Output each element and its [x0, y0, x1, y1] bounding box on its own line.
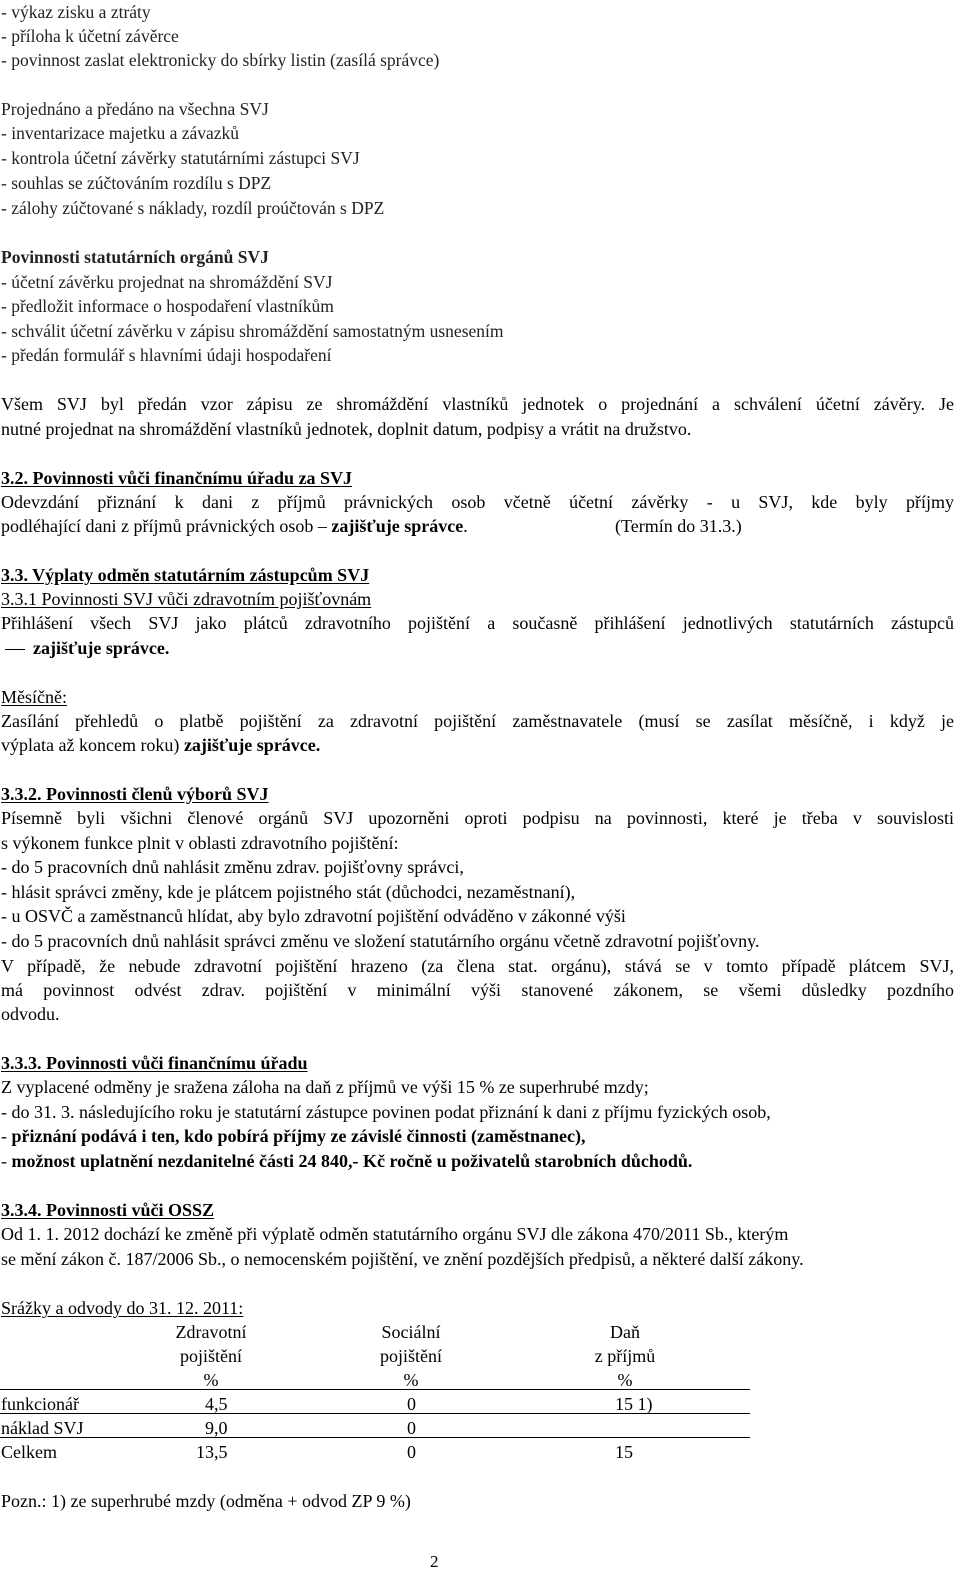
table-cell: 15 1): [615, 1394, 653, 1414]
page-number: 2: [430, 1552, 439, 1571]
text-span: -: [1, 1126, 12, 1146]
text-span-bold: zajišťuje správce.: [183, 735, 321, 755]
list-item: - příloha k účetní závěrce: [1, 26, 179, 46]
list-item: - předán formulář s hlavními údaji hospodaření: [1, 345, 332, 365]
paragraph-line: Všem SVJ byl předán vzor zápisu ze shromáždění vlastníků jednotek o projednání a schválení účetní závěry. Je: [1, 394, 954, 414]
list-item: - do 31. 3. následujícího roku je statutární zástupce povinen podat přiznání k dani z příjmu fyzických osob,: [1, 1102, 771, 1122]
text-span-bold: přiznání podává i ten, kdo pobírá příjmy ze závislé činnosti (zaměstnanec),: [11, 1126, 586, 1146]
list-item: [1, 1124, 586, 1149]
list-item: - povinnost zaslat elektronicky do sbírky listin (zasílá správce): [1, 50, 440, 70]
list-item: - do 5 pracovních dnů nahlásit správci změnu ve složení statutárního orgánu včetně zdravotní pojišťovny.: [1, 931, 760, 951]
text-span: podléhající dani z příjmů právnických osob –: [1, 516, 332, 536]
column-header: Sociální: [381, 1322, 441, 1342]
paragraph-line: se mění zákon č. 187/2006 Sb., o nemocenském pojištění, ve znění pozdějších předpisů, a některé další zákony.: [1, 1249, 804, 1269]
section-heading: 3.2. Povinnosti vůči finančnímu úřadu za SVJ: [1, 468, 353, 488]
list-item: - u OSVČ a zaměstnanců hlídat, aby bylo zdravotní pojištění odváděno v zákonné výši: [1, 906, 626, 926]
table-cell: 13,5: [196, 1442, 228, 1462]
list-item: - předložit informace o hospodaření vlastníkům: [1, 296, 334, 316]
list-item: - schválit účetní závěrku v zápisu shromáždění samostatným usnesením: [1, 321, 504, 341]
list-item: - účetní závěrku projednat na shromáždění SVJ: [1, 272, 333, 292]
paragraph-line: Zasílání přehledů o platbě pojištění za zdravotní pojištění zaměstnavatele (musí se zasílat měsíčně, i když je: [1, 711, 954, 731]
paragraph-line: nutné projednat na shromáždění vlastníků jednotek, doplnit datum, podpisy a vrátit na družstvo.: [1, 419, 692, 439]
list-item: - zálohy zúčtované s náklady, rozdíl proúčtován s DPZ: [1, 198, 385, 218]
table-cell: 9,0: [205, 1418, 228, 1438]
text-span: -: [1, 1151, 12, 1171]
column-header: z příjmů: [594, 1346, 656, 1366]
column-header: pojištění: [380, 1346, 442, 1366]
paragraph-line: [1, 733, 320, 758]
table-cell: 0: [407, 1418, 416, 1438]
footnote: Pozn.: 1) ze superhrubé mzdy (odměna + odvod ZP 9 %): [1, 1491, 411, 1511]
section-heading: 3.3.3. Povinnosti vůči finančnímu úřadu: [1, 1053, 308, 1073]
section-heading: 3.3.2. Povinnosti členů výborů SVJ: [1, 784, 269, 804]
column-header: %: [403, 1370, 419, 1390]
column-header: %: [203, 1370, 219, 1390]
paragraph-line: Z vyplacené odměny je sražena záloha na daň z příjmů ve výši 15 % ze superhrubé mzdy;: [1, 1077, 649, 1097]
column-header: Zdravotní: [175, 1322, 247, 1342]
table-rule: [0, 1413, 750, 1414]
paragraph-line: Od 1. 1. 2012 dochází ke změně při výplatě odměn statutárního orgánu SVJ dle zákona 470/2011 Sb., kterým: [1, 1224, 789, 1244]
paragraph-line: Přihlášení všech SVJ jako plátců zdravotního pojištění a současně přihlášení jednotlivých statutárních zástupců: [1, 613, 954, 633]
column-header: Daň: [610, 1322, 640, 1342]
list-item: [1, 1149, 692, 1174]
section-heading: 3.3.4. Povinnosti vůči OSSZ: [1, 1200, 215, 1220]
label: Měsíčně:: [1, 687, 67, 707]
list-item: - do 5 pracovních dnů nahlásit změnu zdrav. pojišťovny správci,: [1, 857, 464, 877]
table-title: Srážky a odvody do 31. 12. 2011:: [1, 1298, 244, 1318]
section-heading: 3.3. Výplaty odměn statutárním zástupcům SVJ: [1, 565, 370, 585]
table-row-label: náklad SVJ: [1, 1418, 84, 1438]
paragraph-line: má povinnost odvést zdrav. pojištění v minimální výši stanovené zákonem, se všemi důsledky pozdního: [1, 980, 954, 1000]
paragraph-line: V případě, že nebude zdravotní pojištění hrazeno (za člena stat. orgánu), stává se v tomto případě plátcem SVJ,: [1, 956, 954, 976]
column-header: %: [617, 1370, 633, 1390]
table-cell: 15: [615, 1442, 633, 1462]
paragraph-line: odvodu.: [1, 1004, 60, 1024]
text-span: .: [463, 516, 468, 536]
section-title: Projednáno a předáno na všechna SVJ: [1, 99, 269, 119]
table-cell: 4,5: [205, 1394, 228, 1414]
text-span-bold: zajišťuje správce.: [33, 638, 170, 658]
table-row-label: Celkem: [1, 1442, 57, 1462]
paragraph-line: [1, 636, 169, 661]
paragraph-line: [1, 514, 468, 539]
section-title: Povinnosti statutárních orgánů SVJ: [1, 247, 269, 267]
paragraph-line: Odevzdání přiznání k dani z příjmů právnických osob včetně účetní závěrky - u SVJ, kde byly příjmy: [1, 492, 954, 512]
column-header: pojištění: [180, 1346, 242, 1366]
list-item: - inventarizace majetku a závazků: [1, 123, 240, 143]
table-cell: 0: [407, 1394, 416, 1414]
list-item: - výkaz zisku a ztráty: [1, 2, 151, 22]
table-rule: [0, 1389, 750, 1390]
list-item: - kontrola účetní závěrky statutárními zástupci SVJ: [1, 148, 360, 168]
table-cell: 0: [407, 1442, 416, 1462]
dash-rule: [5, 649, 25, 650]
table-rule: [0, 1437, 750, 1438]
text-span-bold: možnost uplatnění nezdanitelné části 24 840,- Kč ročně u poživatelů starobních důchodů.: [11, 1151, 693, 1171]
text-span: výplata až koncem roku): [1, 735, 184, 755]
deadline-note: (Termín do 31.3.): [615, 516, 742, 536]
paragraph-line: s výkonem funkce plnit v oblasti zdravotního pojištění:: [1, 833, 399, 853]
text-span-bold: zajišťuje správce: [331, 516, 464, 536]
list-item: - hlásit správci změny, kde je plátcem pojistného stát (důchodci, nezaměstnaní),: [1, 882, 576, 902]
list-item: - souhlas se zúčtováním rozdílu s DPZ: [1, 173, 272, 193]
table-row-label: funkcionář: [1, 1394, 79, 1414]
paragraph-line: Písemně byli všichni členové orgánů SVJ upozorněni oproti podpisu na povinnosti, které je třeba v souvislosti: [1, 808, 954, 828]
subsection-heading: 3.3.1 Povinnosti SVJ vůči zdravotním pojišťovnám: [1, 589, 372, 609]
